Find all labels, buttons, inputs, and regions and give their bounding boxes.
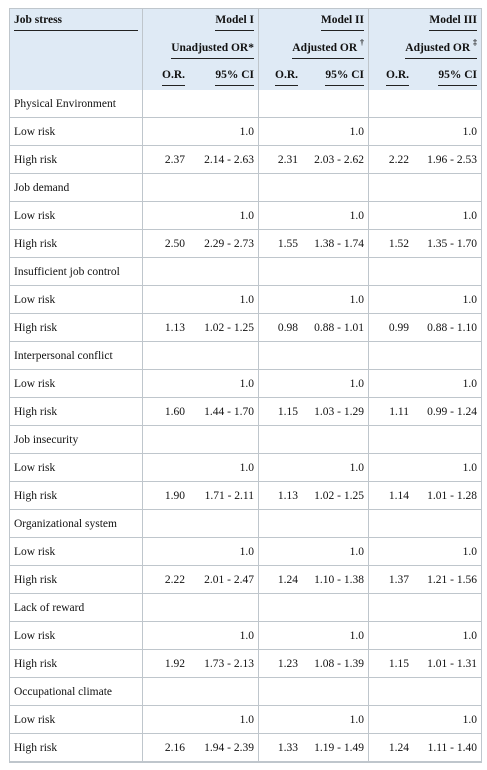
table-header [10, 9, 481, 90]
or-value-model-2 [259, 286, 302, 314]
or-value-model-2: 1.33 [259, 734, 302, 762]
ci-value-model-2: 1.0 [302, 370, 369, 398]
table-row [10, 650, 481, 678]
row-label: High risk [10, 146, 143, 174]
col-or-3: O.R. [369, 65, 413, 90]
or-value-model-2 [259, 678, 302, 706]
table-row [10, 706, 481, 734]
table-row [10, 482, 481, 510]
or-value-model-2 [259, 594, 302, 622]
ci-value-model-1: 2.01 - 2.47 [189, 566, 259, 594]
or-value-model-3: 1.15 [369, 650, 413, 678]
or-value-model-1 [143, 510, 189, 538]
ci-value-model-1: 1.0 [189, 286, 259, 314]
table-row [10, 342, 481, 370]
ci-value-model-1: 1.44 - 1.70 [189, 398, 259, 426]
row-label: Organizational system [10, 510, 143, 538]
ci-value-model-1: 1.0 [189, 370, 259, 398]
or-value-model-1: 2.50 [143, 230, 189, 258]
or-value-model-3 [369, 90, 413, 118]
or-value-model-3: 1.14 [369, 482, 413, 510]
ci-value-model-3: 1.0 [413, 118, 481, 146]
model-2-header: Model II [259, 9, 369, 36]
or-value-model-1 [143, 174, 189, 202]
ci-value-model-1 [189, 594, 259, 622]
table-row [10, 622, 481, 650]
ci-value-model-2 [302, 426, 369, 454]
ci-value-model-1: 1.0 [189, 118, 259, 146]
or-value-model-3 [369, 454, 413, 482]
ci-value-model-1: 1.0 [189, 622, 259, 650]
row-label: High risk [10, 650, 143, 678]
table-row [10, 174, 481, 202]
or-value-model-1: 1.60 [143, 398, 189, 426]
or-value-model-3: 1.52 [369, 230, 413, 258]
or-value-model-1 [143, 258, 189, 286]
table-row [10, 258, 481, 286]
ci-value-model-3: 1.0 [413, 202, 481, 230]
ci-value-model-3 [413, 594, 481, 622]
table-row [10, 370, 481, 398]
table-row [10, 286, 481, 314]
ci-value-model-2 [302, 174, 369, 202]
ci-value-model-3: 1.35 - 1.70 [413, 230, 481, 258]
or-value-model-2: 1.23 [259, 650, 302, 678]
table-row [10, 594, 481, 622]
or-value-model-3 [369, 118, 413, 146]
ci-value-model-2: 1.19 - 1.49 [302, 734, 369, 762]
table-row [10, 202, 481, 230]
ci-value-model-2: 1.38 - 1.74 [302, 230, 369, 258]
or-value-model-2: 1.24 [259, 566, 302, 594]
row-label: Low risk [10, 118, 143, 146]
or-value-model-1 [143, 370, 189, 398]
table-row [10, 566, 481, 594]
ci-value-model-2: 1.10 - 1.38 [302, 566, 369, 594]
ci-value-model-2: 1.0 [302, 118, 369, 146]
or-value-model-2 [259, 454, 302, 482]
ci-value-model-1: 2.14 - 2.63 [189, 146, 259, 174]
or-value-model-1 [143, 342, 189, 370]
row-label: Low risk [10, 538, 143, 566]
or-value-model-1 [143, 90, 189, 118]
col-or-2: O.R. [259, 65, 302, 90]
ci-value-model-2: 1.0 [302, 202, 369, 230]
ci-value-model-2: 1.0 [302, 538, 369, 566]
model-3-subtitle: Adjusted OR ‡ [369, 36, 481, 65]
table-row [10, 398, 481, 426]
or-value-model-1 [143, 706, 189, 734]
ci-value-model-1 [189, 258, 259, 286]
or-value-model-2 [259, 510, 302, 538]
row-label: High risk [10, 230, 143, 258]
or-value-model-2 [259, 426, 302, 454]
or-value-model-1: 2.37 [143, 146, 189, 174]
or-value-model-2: 1.55 [259, 230, 302, 258]
ci-value-model-1 [189, 342, 259, 370]
job-stress-header: Job stress [10, 9, 143, 65]
ci-value-model-3 [413, 90, 481, 118]
table-row [10, 454, 481, 482]
or-value-model-3: 1.11 [369, 398, 413, 426]
or-value-model-1 [143, 202, 189, 230]
or-value-model-2: 1.15 [259, 398, 302, 426]
ci-value-model-2: 1.0 [302, 622, 369, 650]
table-row [10, 118, 481, 146]
ci-value-model-3 [413, 426, 481, 454]
table-row [10, 314, 481, 342]
ci-value-model-3: 1.11 - 1.40 [413, 734, 481, 762]
ci-value-model-3: 1.0 [413, 370, 481, 398]
row-label: High risk [10, 566, 143, 594]
ci-value-model-2 [302, 342, 369, 370]
or-value-model-3 [369, 510, 413, 538]
ci-value-model-2 [302, 678, 369, 706]
table-body [10, 90, 481, 762]
or-value-model-2 [259, 258, 302, 286]
table-row [10, 426, 481, 454]
or-value-model-1 [143, 678, 189, 706]
ci-value-model-3: 1.21 - 1.56 [413, 566, 481, 594]
or-value-model-3 [369, 538, 413, 566]
ci-value-model-1 [189, 678, 259, 706]
ci-value-model-1: 1.94 - 2.39 [189, 734, 259, 762]
or-value-model-3 [369, 426, 413, 454]
header-spacer [10, 65, 143, 90]
or-value-model-1: 2.22 [143, 566, 189, 594]
or-value-model-2 [259, 90, 302, 118]
ci-value-model-1 [189, 510, 259, 538]
ci-value-model-2: 1.0 [302, 454, 369, 482]
ci-value-model-2: 1.0 [302, 286, 369, 314]
row-label: Job insecurity [10, 426, 143, 454]
row-label: Occupational climate [10, 678, 143, 706]
ci-value-model-3: 1.01 - 1.28 [413, 482, 481, 510]
ci-value-model-2: 1.0 [302, 706, 369, 734]
col-or-1: O.R. [143, 65, 189, 90]
row-label: Physical Environment [10, 90, 143, 118]
ci-value-model-3 [413, 510, 481, 538]
or-value-model-3 [369, 258, 413, 286]
ci-value-model-3: 1.0 [413, 286, 481, 314]
ci-value-model-1 [189, 174, 259, 202]
or-value-model-3 [369, 622, 413, 650]
ci-value-model-3 [413, 174, 481, 202]
ci-value-model-3: 1.01 - 1.31 [413, 650, 481, 678]
or-value-model-1: 1.90 [143, 482, 189, 510]
ci-value-model-1: 1.73 - 2.13 [189, 650, 259, 678]
row-label: Low risk [10, 286, 143, 314]
or-value-model-3 [369, 370, 413, 398]
or-value-model-1 [143, 454, 189, 482]
or-value-model-3 [369, 594, 413, 622]
or-value-model-2 [259, 538, 302, 566]
or-value-model-3: 0.99 [369, 314, 413, 342]
or-value-model-1 [143, 538, 189, 566]
ci-value-model-3: 1.0 [413, 622, 481, 650]
ci-value-model-2 [302, 594, 369, 622]
model-3-header: Model III [369, 9, 481, 36]
or-value-model-3 [369, 342, 413, 370]
or-value-model-3 [369, 286, 413, 314]
ci-value-model-1: 1.71 - 2.11 [189, 482, 259, 510]
table-row [10, 230, 481, 258]
ci-value-model-1: 1.0 [189, 706, 259, 734]
table-row [10, 734, 481, 762]
or-value-model-1 [143, 426, 189, 454]
row-label: Low risk [10, 370, 143, 398]
or-value-model-1 [143, 118, 189, 146]
col-ci-1: 95% CI [189, 65, 259, 90]
ci-value-model-3 [413, 678, 481, 706]
or-value-model-1 [143, 286, 189, 314]
or-value-model-3: 1.37 [369, 566, 413, 594]
table-row [10, 538, 481, 566]
table-row [10, 510, 481, 538]
or-value-model-2: 0.98 [259, 314, 302, 342]
ci-value-model-1: 1.0 [189, 202, 259, 230]
row-label: High risk [10, 734, 143, 762]
or-value-model-3 [369, 678, 413, 706]
row-label: High risk [10, 398, 143, 426]
ci-value-model-2: 1.03 - 1.29 [302, 398, 369, 426]
ci-value-model-2 [302, 90, 369, 118]
row-label: High risk [10, 314, 143, 342]
table-row [10, 90, 481, 118]
ci-value-model-3: 1.96 - 2.53 [413, 146, 481, 174]
ci-value-model-2: 2.03 - 2.62 [302, 146, 369, 174]
row-label: Job demand [10, 174, 143, 202]
model-1-subtitle: Unadjusted OR* [143, 36, 259, 65]
ci-value-model-3 [413, 258, 481, 286]
ci-value-model-3: 0.99 - 1.24 [413, 398, 481, 426]
col-ci-3: 95% CI [413, 65, 481, 90]
row-label: Low risk [10, 706, 143, 734]
ci-value-model-3: 1.0 [413, 706, 481, 734]
or-value-model-2 [259, 202, 302, 230]
row-label: High risk [10, 482, 143, 510]
ci-value-model-1: 1.0 [189, 454, 259, 482]
ci-value-model-3: 1.0 [413, 538, 481, 566]
ci-value-model-3 [413, 342, 481, 370]
ci-value-model-1: 1.0 [189, 538, 259, 566]
row-label: Low risk [10, 202, 143, 230]
ci-value-model-2: 0.88 - 1.01 [302, 314, 369, 342]
ci-value-model-1 [189, 426, 259, 454]
or-value-model-2 [259, 706, 302, 734]
or-value-model-3 [369, 706, 413, 734]
ci-value-model-3: 0.88 - 1.10 [413, 314, 481, 342]
or-value-model-1: 1.92 [143, 650, 189, 678]
or-value-model-1 [143, 594, 189, 622]
ci-value-model-1 [189, 90, 259, 118]
model-2-subtitle: Adjusted OR † [259, 36, 369, 65]
or-value-model-3 [369, 174, 413, 202]
or-value-model-2 [259, 342, 302, 370]
col-ci-2: 95% CI [302, 65, 369, 90]
or-value-model-3: 2.22 [369, 146, 413, 174]
or-value-model-2 [259, 370, 302, 398]
ci-value-model-2 [302, 258, 369, 286]
ci-value-model-2: 1.08 - 1.39 [302, 650, 369, 678]
row-label: Interpersonal conflict [10, 342, 143, 370]
row-label: Lack of reward [10, 594, 143, 622]
or-value-model-2 [259, 118, 302, 146]
or-value-model-2: 1.13 [259, 482, 302, 510]
or-value-model-2 [259, 622, 302, 650]
row-label: Insufficient job control [10, 258, 143, 286]
or-value-model-3: 1.24 [369, 734, 413, 762]
ci-value-model-2 [302, 510, 369, 538]
row-label: Low risk [10, 454, 143, 482]
ci-value-model-1: 1.02 - 1.25 [189, 314, 259, 342]
ci-value-model-2: 1.02 - 1.25 [302, 482, 369, 510]
or-value-model-1 [143, 622, 189, 650]
odds-ratio-table [9, 8, 482, 763]
ci-value-model-1: 2.29 - 2.73 [189, 230, 259, 258]
table-wrapper [9, 8, 480, 763]
or-value-model-3 [369, 202, 413, 230]
model-1-header: Model I [143, 9, 259, 36]
or-value-model-1: 1.13 [143, 314, 189, 342]
table-row [10, 678, 481, 706]
or-value-model-2 [259, 174, 302, 202]
or-value-model-2: 2.31 [259, 146, 302, 174]
table-row [10, 146, 481, 174]
row-label: Low risk [10, 622, 143, 650]
ci-value-model-3: 1.0 [413, 454, 481, 482]
or-value-model-1: 2.16 [143, 734, 189, 762]
